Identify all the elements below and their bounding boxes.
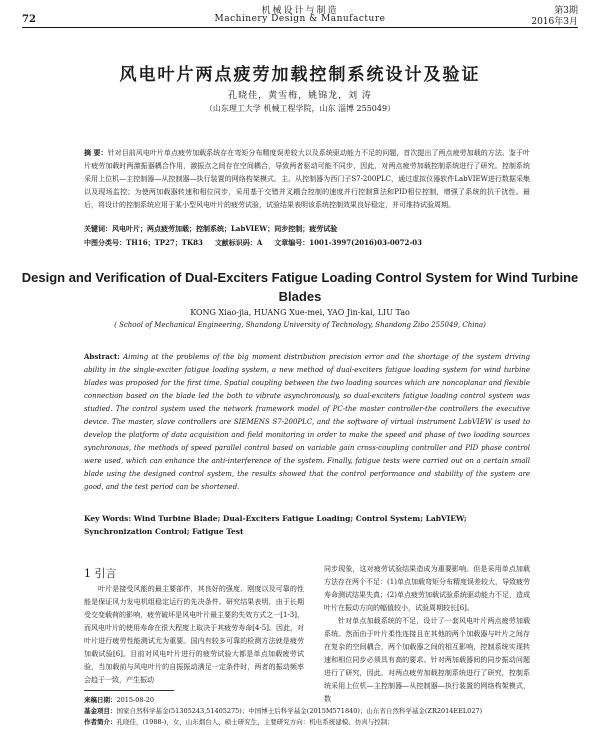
abstract-en-label: Abstract:	[84, 352, 120, 361]
doc-code-label: 文献标识码：	[214, 238, 257, 247]
keywords-en-text: Wind Turbine Blade; Dual-Exciters Fatigue Loading; Control System; LabVIEW; Synchronization Control; Fatigue Test	[84, 514, 467, 536]
body-column-right	[324, 563, 530, 706]
article-number	[274, 238, 422, 248]
author-bio: 孔晓佳，(1988-)，女，山东烟台人，硕士研究生，主要研究方向：机电系统建模、仿真与控制；	[116, 718, 394, 726]
keywords-en-label: Key Words:	[84, 514, 132, 523]
clc-number	[84, 238, 203, 248]
received-label: 来稿日期：	[84, 696, 117, 704]
keywords-cn-text: 风电叶片；两点疲劳加载；控制系统；LabVIEW；同步控制；疲劳试验	[112, 224, 338, 233]
affiliation-cn: （山东理工大学 机械工程学院，山东 淄博 255049）	[204, 104, 396, 113]
abstract-en	[84, 350, 530, 494]
classification-row	[84, 238, 530, 248]
section-heading-introduction: 1 引言	[84, 567, 117, 580]
article-title-cn: 风电叶片两点疲劳加载控制系统设计及验证	[119, 65, 481, 85]
article-no-label: 文章编号：	[274, 238, 310, 247]
abstract-en-text: Aiming at the problems of the big moment distribution precision error and the shortage of the system driving ability in the single-exciter fatigue loading system, a new method of dual-exciters fatigue loading system for wind turbine blades was proposed for the first time. Spatial coupling between the two loading sources which are noncoplanar and flexible connection based on the blade led the both to vibrate asynchronously, so dual-exciters fatigue loading control system was studied. The control system used the network framework model of PC-the master controller-the controllers the executive device. The master, slave controllers are SIEMENS S7-200PLC, and the software of virtual instrument LabVIEW is used to develop the platform of data acquisition and field monitoring in order to make the speed and phase of two loading sources synchronous, the methods of speed parallel control based on variable gain cross-coupling controller and PID phase control were used, which can enhance the anti-interference of the system. Finally, fatigue tests were carried out on a certain small blade using the designed control system, the results showed that the control performance and stability of the system are good, and the test period can be shortened.	[84, 353, 530, 491]
doc-code-value: A	[256, 238, 263, 247]
footnotes	[84, 695, 540, 728]
running-header-issue-date: 2016年3月	[531, 17, 578, 27]
abstract-cn-label: 摘 要：	[84, 148, 108, 157]
abstract-cn	[84, 146, 530, 212]
author-label: 作者简介：	[84, 718, 117, 726]
clc-value: TH16；TP27；TK83	[126, 238, 203, 247]
footnote-received	[84, 695, 540, 706]
article-no-value: 1001-3997(2016)03-0072-03	[309, 238, 423, 247]
body-column-left: 叶片是接受风能的最主要部件，其良好的强度、刚度以及可靠的性能是保证风力发电机组稳定运行的先决条件。研究结果表明，由于长期受交变载荷的影响，疲劳破坏是风电叶片最主要的失效方式之一[1-3]，而风电叶片的使用寿命在很大程度上取决于其疲劳寿命[4-5]。因此，对叶片进行疲劳性能测试尤为重要。国内有较多可靠的检测方法就是疲劳加载试验[6]。目前对风电叶片进行的疲劳试验大都是单点加载疲劳试验，当加载前与风电叶片的自振振动满足一定条件时，两者的振动频率会趋于一致，产生振动	[84, 585, 304, 684]
article-title-en: Design and Verification of Dual-Exciters Fatigue Loading Control System for Wind Turbine Blades	[21, 270, 579, 304]
fund-label: 基金项目：	[84, 707, 117, 715]
running-header-issue-number: 第3期	[554, 6, 578, 16]
fund-text: 国家自然科学基金(51305243,51405275)；中国博士后科学基金(2015M571840)；山东省自然科学基金(ZR2014EEL027)	[116, 707, 483, 715]
body-paragraph: 同步现象，这对疲劳试验结果造成为重要影响。但是采用单点加载方法存在两个不足：(1)单点加载弯矩分布精度误差较大，导致疲劳寿命测试结果失真；(2)单点疲劳加载试验系统驱动能力不足，造成叶片在振动方向的幅值较小，试验周期较长[6]。	[324, 565, 530, 612]
running-header-journal-en: Machinery Design & Manufacture	[214, 14, 386, 24]
page-number: 72	[22, 14, 36, 25]
header-divider	[22, 27, 578, 28]
keywords-cn	[84, 224, 530, 234]
abstract-cn-text: 针对目前风电叶片单点疲劳加载系统存在弯矩分布精度误差较大以及系统驱动能力不足的问题，首次提出了两点疲劳加载的方法。鉴于叶片疲劳加载时两激振器耦合作用，激振点之间存在空间耦合，导致两者驱动可能不同步，因此，对两点疲劳加载控制系统进行了研究。控制系统采用上位机—主控制器—从控制器—执行装置的网络构架模式。主、从控制器为西门子S7-200PLC，通过虚拟仪器软件LabVIEW进行数据采集以及现场监控；为使两加载器转速和相位同步，采用基于交错并叉耦合控制的速度并行控制算法和PID相位控制，增强了系统的抗干扰性。最后，将设计的控制系统应用于某小型风电叶片的疲劳试验，试验结果表明该系统控制效果良好稳定，并可维持试验周期。	[84, 149, 531, 209]
authors-cn: 孔晓佳，黄雪梅，姚锦龙，刘 涛	[228, 91, 372, 101]
footnote-author	[84, 717, 540, 728]
received-date: 2015-08-20	[116, 696, 154, 704]
clc-label: 中图分类号：	[84, 238, 126, 247]
document-code	[215, 238, 262, 248]
affiliation-en: ( School of Mechanical Engineering, Shandong University of Technology, Shandong Zibo 255049, China)	[114, 321, 486, 329]
running-header-journal-cn: 机械设计与制造	[261, 6, 339, 16]
body-paragraph: 针对单点加载系统的不足，设计了一套风电叶片两点疲劳加载系统。然而由于叶片柔性连接且在其他的两个加载器与叶片之间存在复杂的空间耦合，两个加载器之间的相互影响，控制系统实现转速和相位同步必须具有高的要求。针对两加载器间的同步振动问题进行了研究，因此，对两点疲劳加载控制系统进行了研究，控制系统采用上位机—主控制器—从控制器—执行装置的网络构架模式，数	[324, 617, 530, 703]
authors-en: KONG Xiao-jia, HUANG Xue-mei, YAO Jin-kai, LIU Tao	[190, 308, 410, 317]
keywords-en	[84, 512, 530, 538]
footnote-fund	[84, 706, 540, 717]
keywords-cn-label: 关键词：	[84, 224, 112, 233]
footnote-divider	[84, 690, 174, 691]
